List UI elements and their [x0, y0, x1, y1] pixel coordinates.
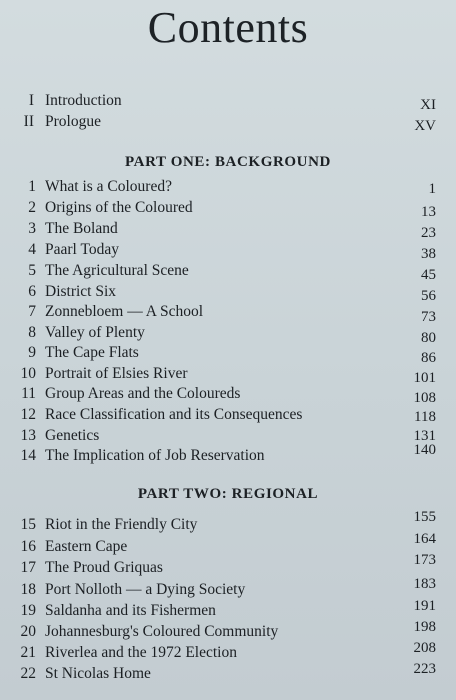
entry-number: I [28, 92, 34, 109]
entry-page: 80 [421, 330, 436, 346]
entry-page: 101 [413, 370, 436, 386]
entry-page: 23 [421, 225, 436, 241]
entry-number: 22 [20, 665, 36, 682]
entry-title: The Boland [45, 220, 118, 237]
entry-title: The Implication of Job Reservation [45, 447, 265, 464]
entry-number: 19 [20, 602, 36, 619]
toc-entry [0, 198, 456, 218]
entry-page: 86 [421, 350, 436, 366]
entry-title: Group Areas and the Coloureds [45, 385, 241, 402]
entry-number: 14 [20, 447, 36, 464]
entry-page: 73 [421, 309, 436, 325]
toc-entry [0, 576, 456, 600]
entry-title: Riot in the Friendly City [45, 516, 198, 533]
page-title: Contents [147, 3, 309, 52]
entry-title: Portrait of Elsies River [45, 365, 188, 382]
toc-entry [0, 442, 456, 466]
entry-title: Race Classification and its Consequences [45, 406, 303, 423]
entry-title: Saldanha and its Fishermen [45, 602, 216, 619]
toc-entry [0, 640, 456, 663]
entry-title: Port Nolloth — a Dying Society [45, 581, 246, 598]
entry-title: The Proud Griquas [45, 559, 163, 576]
toc-entry [0, 531, 456, 557]
toc-entry [0, 219, 456, 239]
entry-title: The Cape Flats [45, 344, 139, 361]
entry-title: Introduction [45, 92, 122, 109]
entry-number: 18 [20, 581, 36, 598]
part-two-heading: PART TWO: REGIONAL [137, 486, 319, 502]
toc-entry [0, 384, 456, 404]
entry-number: 5 [28, 262, 36, 279]
entry-number: 6 [28, 283, 36, 300]
entry-title: What is a Coloured? [45, 178, 172, 195]
entry-page: 223 [413, 661, 436, 677]
entry-title: Origins of the Coloured [45, 199, 193, 216]
entry-number: 1 [28, 178, 36, 195]
toc-entry [0, 509, 456, 535]
entry-title: Genetics [45, 427, 100, 444]
entry-page: 13 [421, 204, 436, 220]
entry-number: 2 [28, 199, 36, 216]
entry-number: 7 [28, 303, 36, 320]
entry-title: Prologue [45, 113, 101, 130]
entry-number: 11 [21, 385, 36, 402]
entry-number: 9 [28, 344, 36, 361]
toc-entry [0, 619, 456, 642]
entry-title: Eastern Cape [45, 538, 128, 555]
entry-page: 140 [413, 442, 436, 458]
entry-page: 164 [413, 531, 436, 547]
toc-entry [0, 661, 456, 684]
entry-number: 15 [20, 516, 36, 533]
entry-number: 16 [20, 538, 36, 555]
entry-page: 173 [413, 552, 436, 568]
entry-page: 1 [428, 181, 436, 197]
toc-entry [0, 282, 456, 302]
entry-title: St Nicolas Home [45, 665, 151, 682]
entry-page: 45 [421, 267, 436, 283]
toc-entry [0, 302, 456, 325]
entry-page: 183 [413, 576, 436, 592]
toc-entry [0, 552, 456, 578]
entry-number: 3 [28, 220, 36, 237]
entry-number: 8 [28, 324, 36, 341]
entry-number: 4 [28, 241, 36, 258]
entry-page: 118 [414, 409, 436, 425]
entry-number: II [23, 113, 34, 130]
entry-page: XI [420, 97, 436, 113]
toc-entry [0, 261, 456, 281]
entry-page: XV [414, 118, 436, 134]
entry-page: 131 [413, 428, 436, 444]
toc-entry [0, 112, 456, 132]
entry-number: 17 [20, 559, 36, 576]
entry-title: Riverlea and the 1972 Election [45, 644, 237, 661]
entry-page: 208 [413, 640, 436, 656]
toc-entry [0, 426, 456, 446]
entry-page: 108 [413, 390, 436, 406]
toc-entry [0, 405, 456, 425]
toc-entry [0, 240, 456, 260]
entry-page: 56 [421, 288, 436, 304]
entry-title: Zonnebloem — A School [45, 303, 204, 320]
entry-title: Paarl Today [45, 241, 119, 258]
entry-title: Johannesburg's Coloured Community [45, 623, 279, 640]
toc-entry [0, 91, 456, 111]
part-one-heading: PART ONE: BACKGROUND [125, 154, 331, 170]
entry-number: 20 [20, 623, 36, 640]
entry-number: 10 [20, 365, 36, 382]
entry-page: 198 [413, 619, 436, 635]
entry-page: 155 [413, 509, 436, 525]
toc-entry [0, 343, 456, 366]
entry-number: 12 [20, 406, 36, 423]
entry-title: District Six [45, 283, 117, 300]
entry-page: 38 [421, 246, 436, 262]
entry-number: 21 [20, 644, 36, 661]
toc-entry [0, 323, 456, 346]
entry-page: 191 [413, 598, 436, 614]
entry-title: Valley of Plenty [45, 324, 145, 341]
toc-entry [0, 364, 456, 384]
toc-entry [0, 177, 456, 197]
toc-entry [0, 598, 456, 621]
entry-number: 13 [20, 427, 36, 444]
entry-title: The Agricultural Scene [45, 262, 189, 279]
